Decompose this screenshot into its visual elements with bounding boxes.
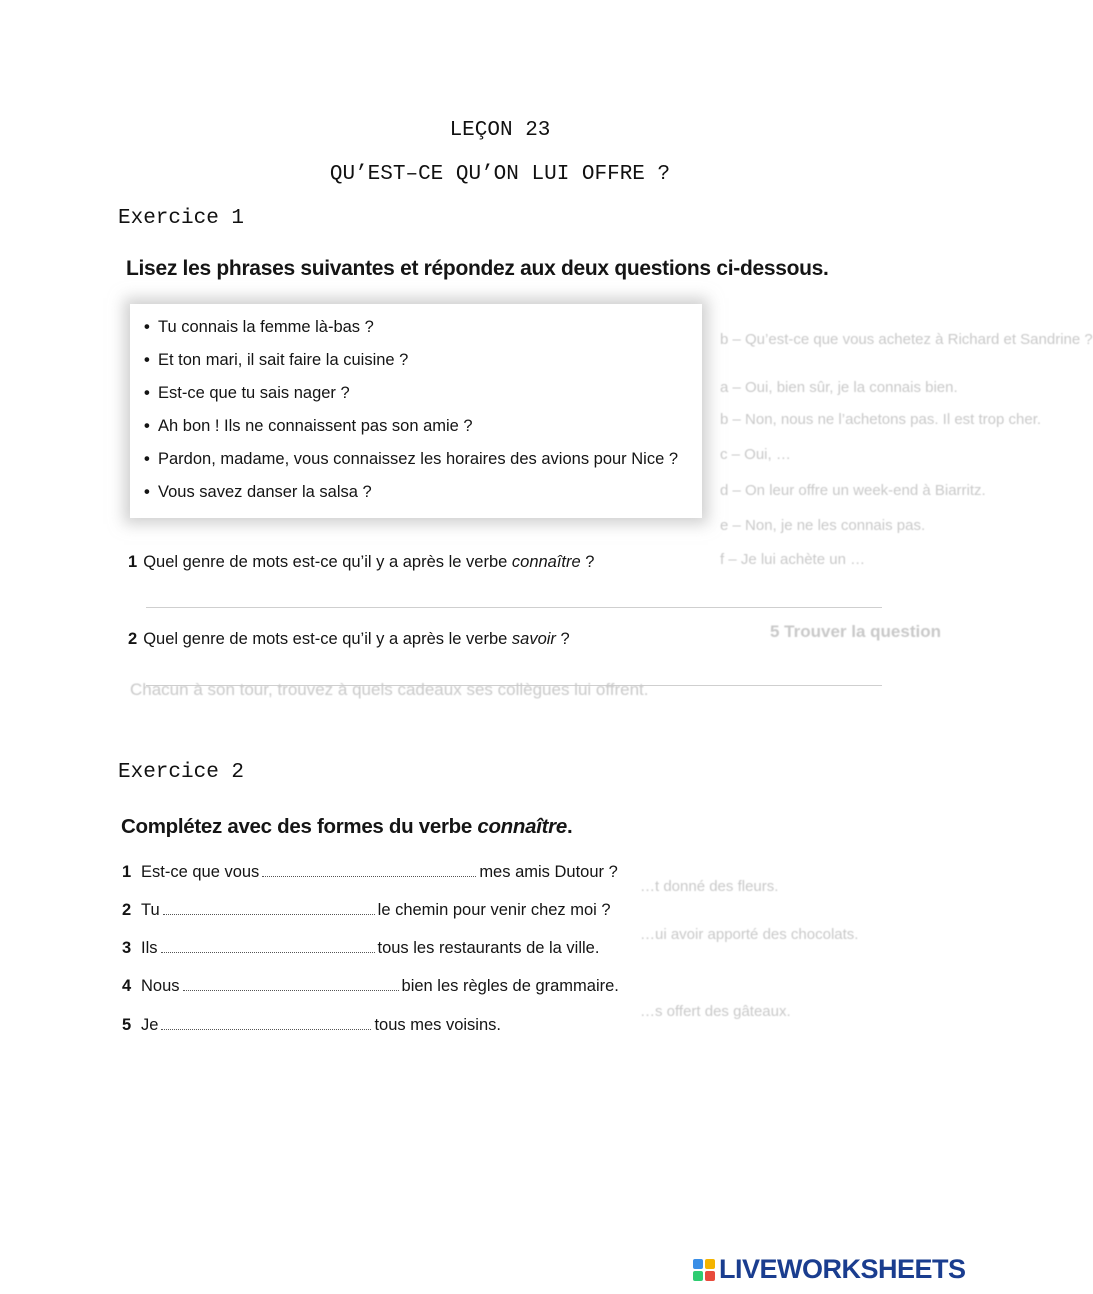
answer-blank[interactable] xyxy=(183,974,399,991)
fill-item-4: 4 Nous bien les règles de grammaire. xyxy=(122,974,619,998)
list-item: • Vous savez danser la salsa ? xyxy=(144,483,372,501)
answer-blank[interactable] xyxy=(262,860,476,877)
fill-item-5: 5 Je tous mes voisins. xyxy=(122,1013,501,1037)
answer-blank[interactable] xyxy=(161,936,375,953)
exercise-1-label: Exercice 1 xyxy=(118,207,245,230)
lesson-subtitle: QU’EST–CE QU’ON LUI OFFRE ? xyxy=(329,163,671,186)
list-item: • Et ton mari, il sait faire la cuisine ? xyxy=(144,351,409,369)
answer-blank[interactable] xyxy=(163,898,375,915)
list-item: • Tu connais la femme là-bas ? xyxy=(144,318,374,336)
fill-item-3: 3 Ils tous les restaurants de la ville. xyxy=(122,936,599,960)
logo-grid-icon xyxy=(693,1259,715,1281)
example-sentences-box xyxy=(130,304,702,518)
question-1: 1 Quel genre de mots est-ce qu’il y a après le verbe connaître ? xyxy=(128,553,595,571)
question-2: 2 Quel genre de mots est-ce qu’il y a après le verbe savoir ? xyxy=(128,630,570,648)
answer-blank[interactable] xyxy=(161,1013,371,1030)
exercise-1-instruction: Lisez les phrases suivantes et répondez aux deux questions ci-dessous. xyxy=(126,257,829,280)
liveworksheets-logo xyxy=(693,1254,966,1285)
logo-text: LIVEWORKSHEETS xyxy=(719,1254,966,1284)
list-item: • Ah bon ! Ils ne connaissent pas son amie ? xyxy=(144,417,473,435)
fill-item-2: 2 Tu le chemin pour venir chez moi ? xyxy=(122,898,611,922)
lesson-title: LEÇON 23 xyxy=(449,119,551,142)
exercise-2-label: Exercice 2 xyxy=(118,761,245,784)
exercise-2-instruction: Complétez avec des formes du verbe connaître. xyxy=(121,815,573,838)
list-item: • Pardon, madame, vous connaissez les horaires des avions pour Nice ? xyxy=(144,450,679,468)
fill-item-1: 1 Est-ce que vous mes amis Dutour ? xyxy=(122,860,618,884)
list-item: • Est-ce que tu sais nager ? xyxy=(144,384,350,402)
